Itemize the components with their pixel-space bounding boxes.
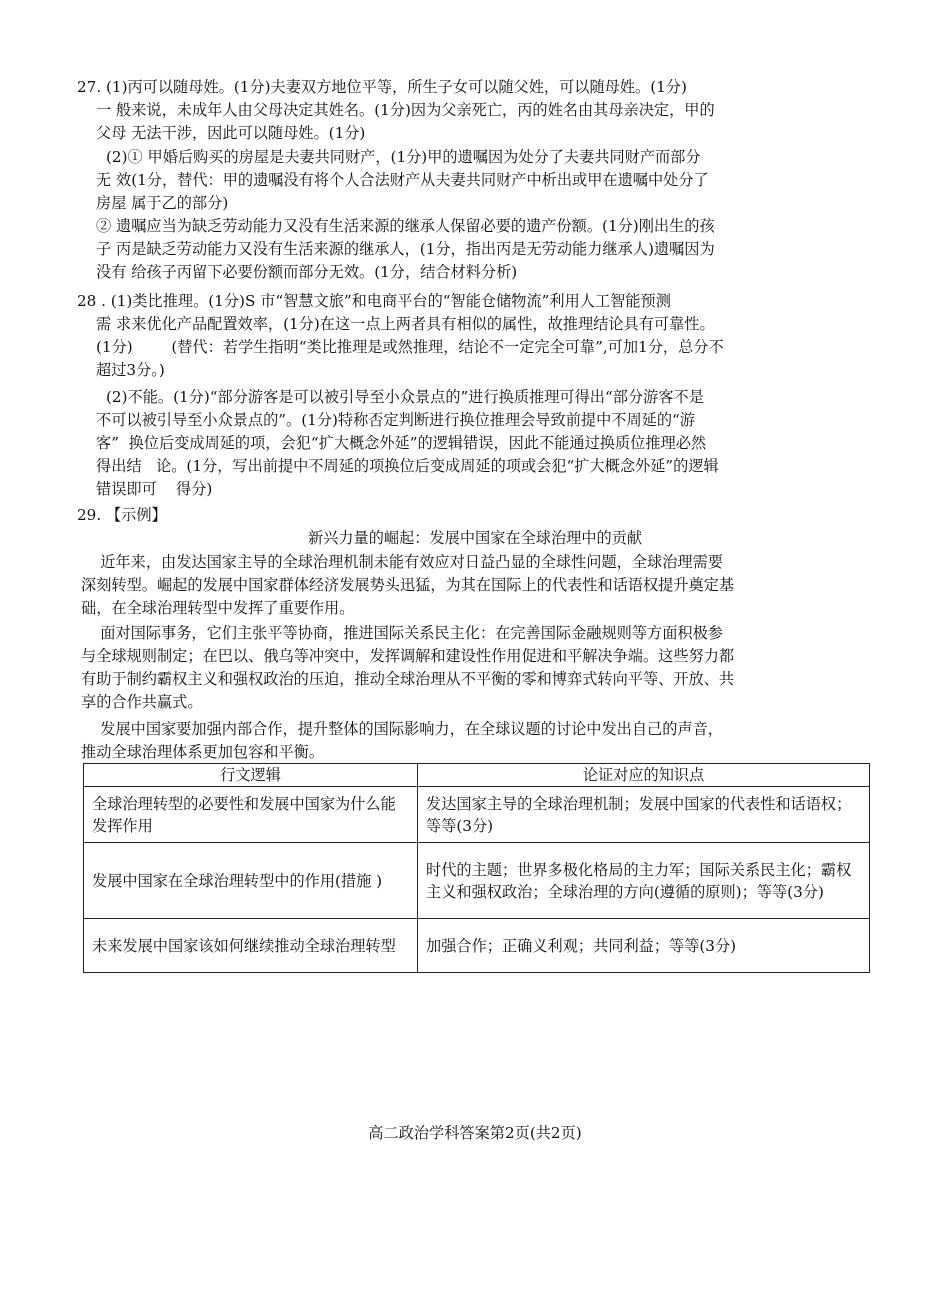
q27-line-8: 子 丙是缺乏劳动能力又没有生活来源的继承人，(1分，指出丙是无劳动能力继承人)遗嘱因为	[96, 240, 715, 258]
table-row	[84, 843, 870, 919]
essay-line-8: 发展中国家要加强内部合作，提升整体的国际影响力，在全球议题的讨论中发出自己的声音，	[81, 720, 723, 738]
q27-line-5: 无 效(1分，替代：甲的遗嘱没有将个人合法财产从夫妻共同财产中析出或甲在遗嘱中处分了	[96, 171, 709, 189]
logic-cell: 未来发展中国家该如何继续推动全球治理转型	[84, 919, 418, 973]
essay-line-6: 有助于制约霸权主义和强权政治的压迫，推动全球治理从不平衡的零和博弈式转向平等、开放、共	[81, 670, 735, 688]
logic-cell: 全球治理转型的必要性和发展中国家为什么能发挥作用	[84, 787, 418, 843]
q28-line-1: 28 . (1)类比推理。(1分)S 市“智慧文旅”和电商平台的“智能仓储物流”利用人工智能预测	[77, 292, 671, 310]
header-knowledge-points: 论证对应的知识点	[418, 764, 870, 787]
q28-line-9: 错误即可 得分)	[96, 480, 213, 498]
q28-line-8: 得出结 论。(1分，写出前提中不周延的项换位后变成周延的项或会犯“扩大概念外延”的逻辑	[96, 457, 719, 475]
logic-table	[83, 763, 870, 973]
q28-line-5: (2)不能。(1分)“部分游客是可以被引导至小众景点的”进行换质推理可得出“部分游客不是	[106, 388, 704, 406]
table-row	[84, 919, 870, 973]
q28-line-4: 超过3分。)	[96, 361, 165, 379]
q27-line-3: 父母 无法干涉，因此可以随母姓。(1分)	[96, 124, 366, 142]
q27-line-7: ② 遗嘱应当为缺乏劳动能力又没有生活来源的继承人保留必要的遗产份额。(1分)刚出生的孩	[96, 217, 715, 235]
knowledge-cell: 发达国家主导的全球治理机制；发展中国家的代表性和话语权；等等(3分)	[418, 787, 870, 843]
q27-line-6: 房屋 属于乙的部分)	[96, 194, 229, 212]
knowledge-cell: 时代的主题；世界多极化格局的主力军；国际关系民主化；霸权主义和强权政治；全球治理的方向(遵循的原则)；等等(3分)	[418, 843, 870, 919]
q27-line-4: (2)① 甲婚后购买的房屋是夫妻共同财产，(1分)甲的遗嘱因为处分了夫妻共同财产而部分	[106, 148, 701, 166]
table-row	[84, 787, 870, 843]
q27-line-9: 没有 给孩子丙留下必要份额而部分无效。(1分，结合材料分析)	[96, 263, 518, 281]
logic-cell: 发展中国家在全球治理转型中的作用(措施 )	[84, 843, 418, 919]
q28-line-3: (1分) (替代：若学生指明“类比推理是或然推理，结论不一定完全可靠”,可加1分，总分不	[96, 338, 724, 356]
essay-line-9: 推动全球治理体系更加包容和平衡。	[81, 743, 324, 761]
knowledge-cell: 加强合作；正确义利观；共同利益；等等(3分)	[418, 919, 870, 973]
essay-line-1: 近年来，由发达国家主导的全球治理机制未能有效应对日益凸显的全球性问题，全球治理需要	[81, 553, 723, 571]
essay-title: 新兴力量的崛起：发展中国家在全球治理中的贡献	[307, 529, 643, 547]
page-footer: 高二政治学科答案第2页(共2页)	[368, 1124, 582, 1142]
essay-line-3: 础，在全球治理转型中发挥了重要作用。	[81, 599, 355, 617]
q27-line-1: 27. (1)丙可以随母姓。(1分)夫妻双方地位平等，所生子女可以随父姓，可以随母姓。(1分)	[77, 78, 687, 96]
q29-label: 29. 【示例】	[77, 506, 167, 524]
essay-line-4: 面对国际事务，它们主张平等协商，推进国际关系民主化：在完善国际金融规则等方面积极参	[81, 624, 723, 642]
essay-line-2: 深刻转型。崛起的发展中国家群体经济发展势头迅猛，为其在国际上的代表性和话语权提升奠定基	[81, 576, 735, 594]
q28-line-2: 需 求来优化产品配置效率，(1分)在这一点上两者具有相似的属性，故推理结论具有可靠性。	[96, 315, 715, 333]
q28-line-6: 不可以被引导至小众景点的”。(1分)特称否定判断进行换位推理会导致前提中不周延的“游	[96, 411, 695, 429]
q27-line-2: 一 般来说，未成年人由父母决定其姓名。(1分)因为父亲死亡，丙的姓名由其母亲决定，甲的	[96, 101, 715, 119]
q28-line-7: 客” 换位后变成周延的项，会犯“扩大概念外延”的逻辑错误，因此不能通过换质位推理必然	[96, 434, 707, 452]
essay-line-7: 享的合作共赢式。	[81, 693, 203, 711]
header-writing-logic: 行文逻辑	[84, 764, 418, 787]
essay-line-5: 与全球规则制定；在巴以、俄乌等冲突中，发挥调解和建设性作用促进和平解决争端。这些努力都	[81, 647, 735, 665]
logic-table-header	[84, 764, 870, 787]
